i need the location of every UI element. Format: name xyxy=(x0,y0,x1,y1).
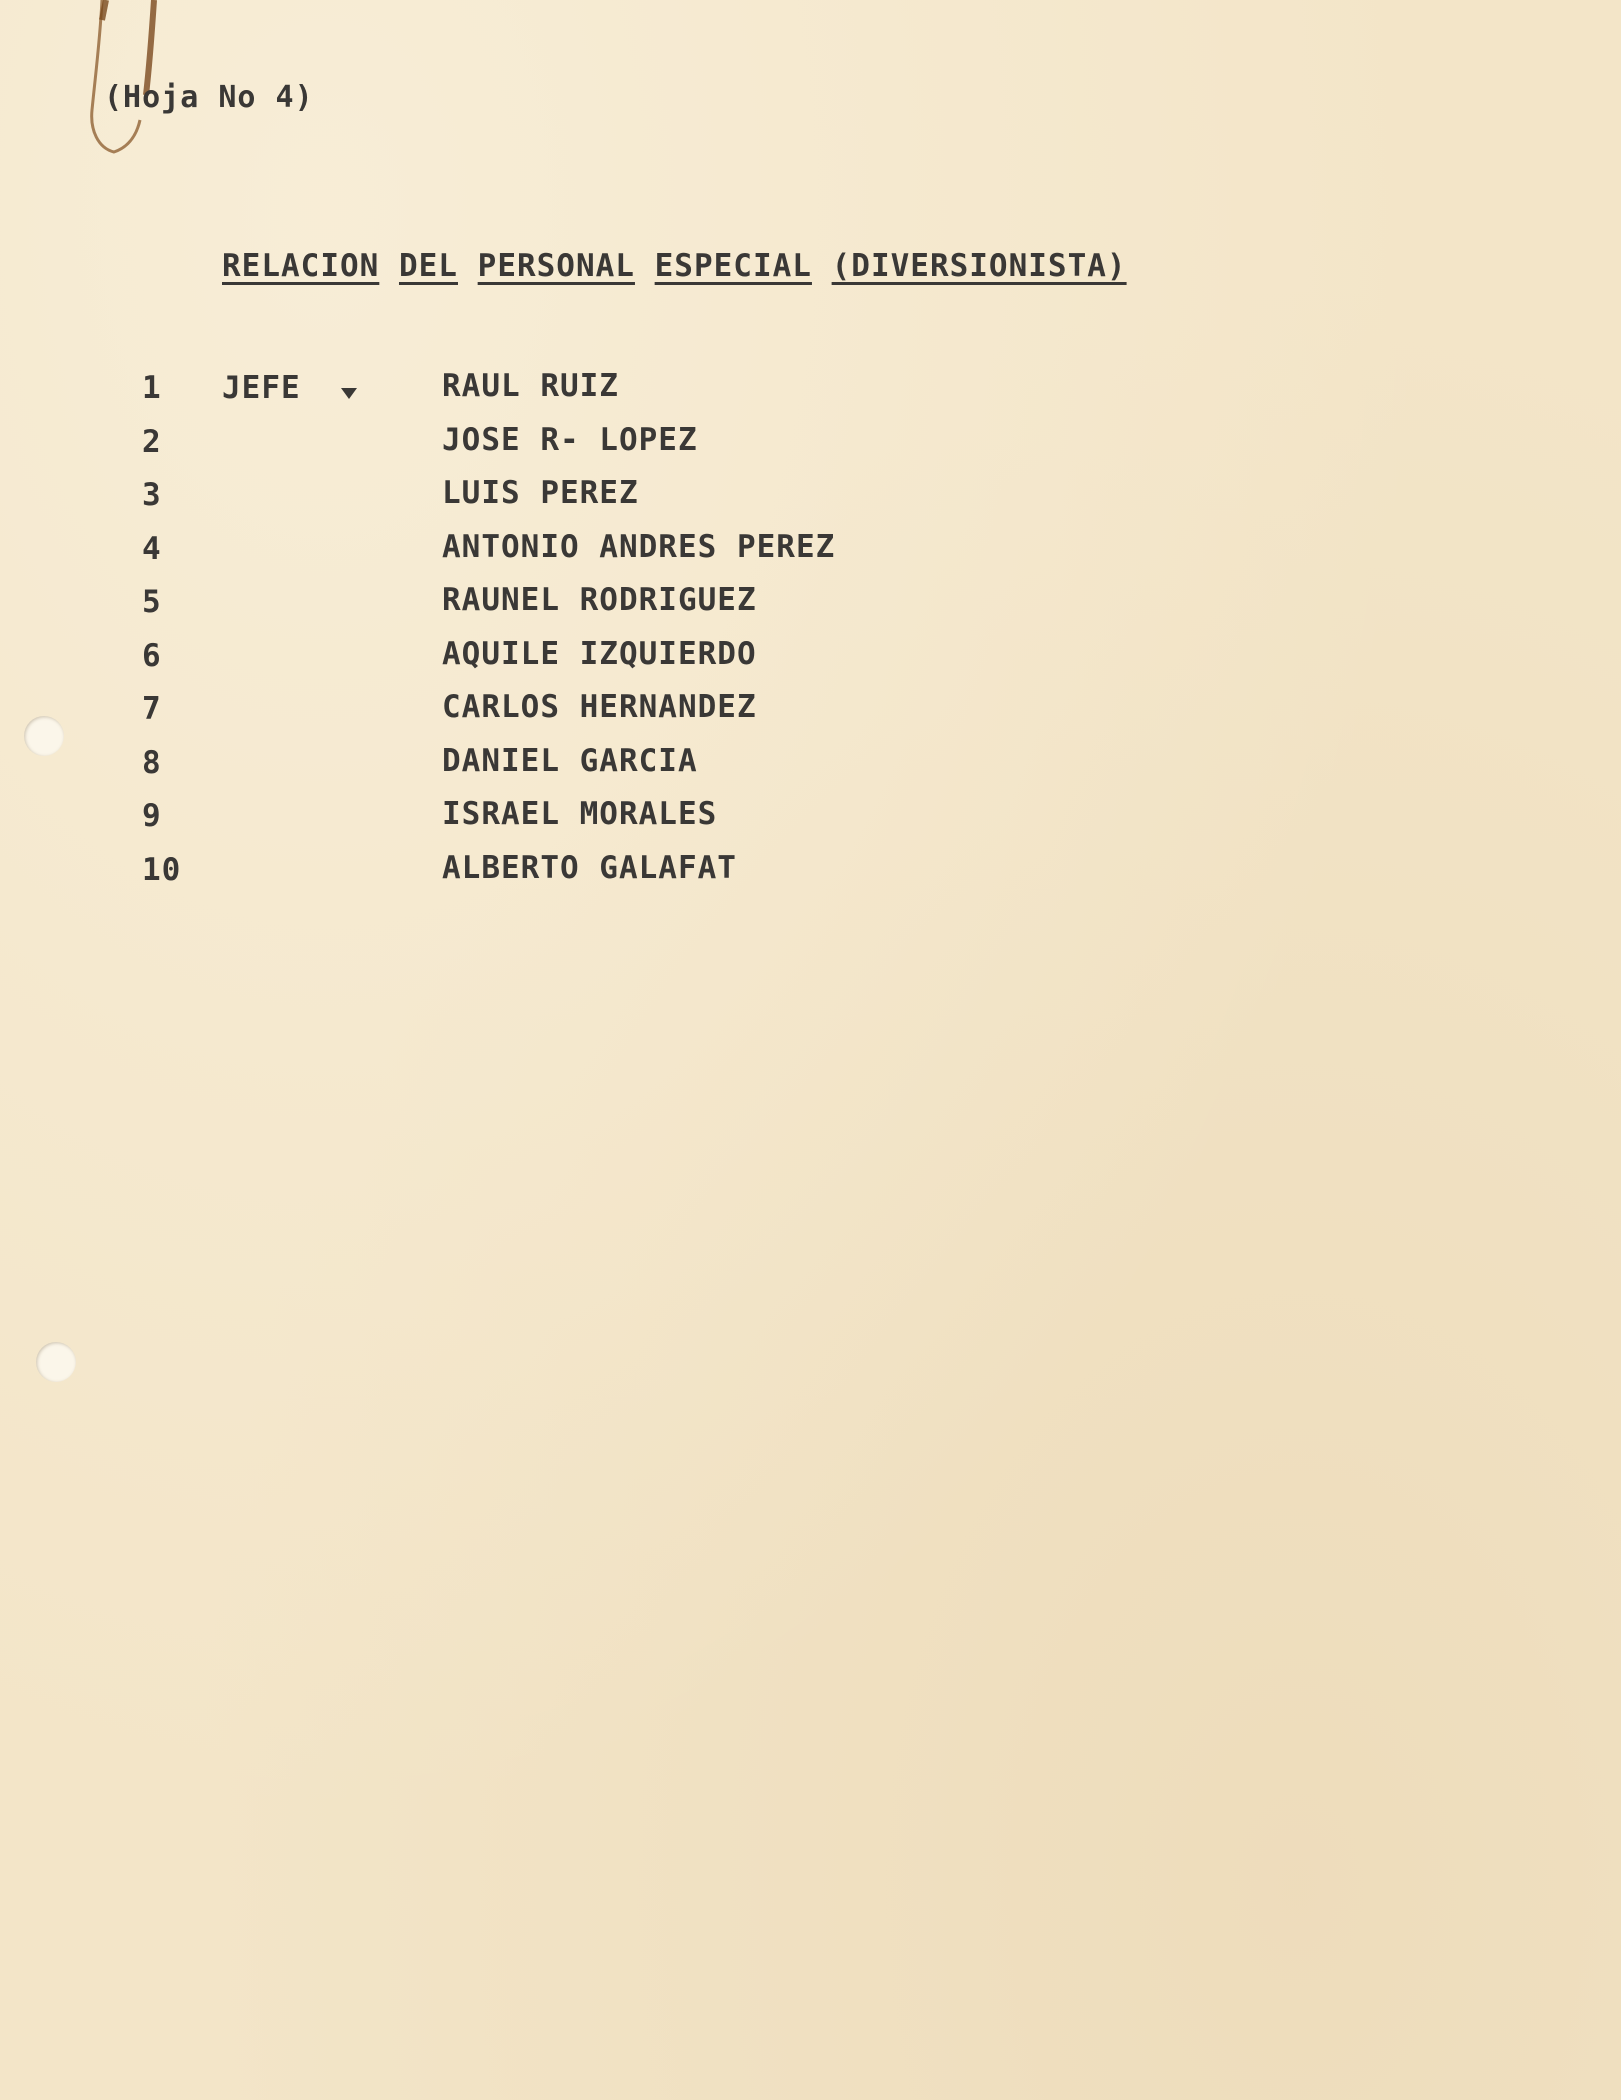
title-word-diversionista: (DIVERSIONISTA) xyxy=(831,248,1127,284)
title-word-relacion: RELACION xyxy=(222,248,380,284)
list-item xyxy=(0,842,1621,896)
item-role: JEFE xyxy=(222,370,301,406)
document-title xyxy=(222,248,1127,284)
item-number: 5 xyxy=(142,584,162,620)
list-item xyxy=(0,788,1621,842)
item-name: ALBERTO GALAFAT xyxy=(442,849,737,886)
list-item xyxy=(0,628,1621,682)
personnel-list xyxy=(0,360,1621,895)
list-item xyxy=(0,360,1621,414)
title-word-especial: ESPECIAL xyxy=(654,248,812,284)
item-number: 4 xyxy=(142,530,162,567)
item-number: 10 xyxy=(142,851,182,888)
item-name: CARLOS HERNANDEZ xyxy=(442,689,757,725)
item-number: 6 xyxy=(142,637,162,674)
item-number: 8 xyxy=(142,744,162,781)
list-item xyxy=(0,414,1621,468)
item-name: ISRAEL MORALES xyxy=(442,796,718,832)
item-number: 3 xyxy=(142,477,162,513)
item-number: 9 xyxy=(142,798,162,834)
item-name: ANTONIO ANDRES PEREZ xyxy=(442,528,836,565)
title-word-personal: PERSONAL xyxy=(477,248,635,284)
item-name: LUIS PEREZ xyxy=(442,475,639,511)
item-name: AQUILE IZQUIERDO xyxy=(442,635,757,672)
list-item xyxy=(0,681,1621,735)
triangle-mark-icon xyxy=(340,386,358,400)
item-number: 1 xyxy=(142,370,162,406)
item-name: DANIEL GARCIA xyxy=(442,742,698,779)
list-item xyxy=(0,735,1621,789)
list-item xyxy=(0,521,1621,575)
sheet-number-label: (Hoja No 4) xyxy=(104,80,314,115)
item-name: RAUL RUIZ xyxy=(442,368,619,404)
item-name: RAUNEL RODRIGUEZ xyxy=(442,582,757,618)
title-word-del: DEL xyxy=(398,248,458,284)
list-item xyxy=(0,574,1621,628)
item-number: 2 xyxy=(142,423,162,460)
punch-hole-lower xyxy=(36,1342,76,1382)
item-name: JOSE R- LOPEZ xyxy=(442,421,698,458)
list-item xyxy=(0,467,1621,521)
item-number: 7 xyxy=(142,691,162,727)
